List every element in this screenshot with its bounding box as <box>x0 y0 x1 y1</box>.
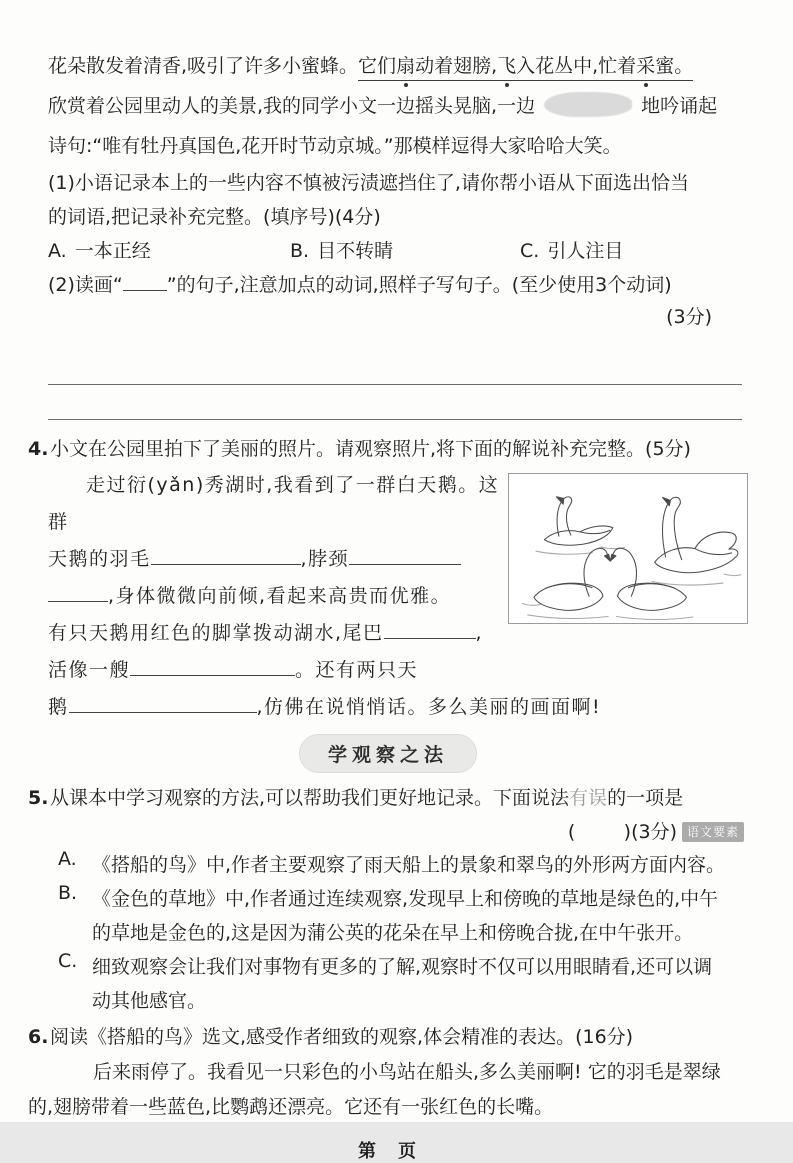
inline-blank <box>384 619 476 639</box>
fill-line <box>48 615 506 652</box>
subquestion-2 <box>48 268 748 302</box>
option-b <box>58 882 748 950</box>
question-stem: 阅读《搭船的鸟》选文,感受作者细致的观察,体会精准的表达。(16分) <box>50 1026 634 1048</box>
inline-blank <box>48 582 108 602</box>
passage-text: 蜜。 <box>655 55 694 77</box>
option-a <box>58 848 748 882</box>
emphasis-dot-char: 采 <box>636 55 656 77</box>
fill-line: 走过衍(yǎn)秀湖时,我看到了一群白天鹅。这群 <box>48 474 500 533</box>
excerpt-line: 后来雨停了。我看见一只彩色的小鸟站在船头,多么美丽啊! 它的羽毛是翠绿 <box>93 1061 721 1083</box>
option-a <box>48 234 290 268</box>
question-6 <box>28 1020 748 1125</box>
subquestion-1 <box>48 166 748 268</box>
option-line: 《搭船的鸟》中,作者主要观察了雨天船上的景象和翠鸟的外形两方面内容。 <box>92 854 726 876</box>
question-number: 6. <box>28 1026 49 1048</box>
choice-options-row <box>48 234 748 268</box>
fill-text: , <box>475 622 484 644</box>
passage-line <box>48 46 748 86</box>
option-label: A. <box>48 240 67 262</box>
subquestion-1-line: (1)小语记录本上的一些内容不慎被污渍遮挡住了,请你帮小语从下面选出恰当 <box>48 172 689 194</box>
passage-text: 它们 <box>358 55 397 77</box>
fill-text: ,身体微微向前倾,看起来高贵而优雅。 <box>108 585 452 607</box>
reading-excerpt <box>28 1055 748 1125</box>
ink-smudge-blot <box>544 92 632 117</box>
answer-line <box>48 385 742 420</box>
fill-text: 有只天鹅用红色的脚掌拨动湖水,尾巴 <box>48 622 384 644</box>
passage-text: 入花丛中,忙着 <box>516 55 637 77</box>
three-swans-illustration <box>513 478 743 619</box>
subquestion-2-text: ”的句子,注意加点的动词,照样子写句子。(至少使用3个动词) <box>166 274 672 296</box>
fill-text: 天鹅的羽毛 <box>48 548 151 570</box>
option-label: A. <box>58 848 77 870</box>
inline-blank <box>123 271 167 291</box>
passage-text: 欣赏着公园里动人的美景,我的同学小文一边摇头晃脑,一边 <box>48 95 536 117</box>
fill-text: 鹅 <box>48 696 69 718</box>
inline-blank <box>151 545 301 565</box>
passage-line <box>48 86 748 126</box>
fill-text: 。还有两只天 <box>295 659 419 681</box>
option-label: C. <box>520 240 540 262</box>
option-c <box>58 950 748 1018</box>
subquestion-2-text: (2)读画“ <box>48 274 123 296</box>
fill-line <box>48 689 748 726</box>
highlighted-word: 有误 <box>569 787 608 809</box>
question-stem <box>50 781 748 816</box>
underlined-sentence <box>358 55 693 81</box>
inline-blank <box>69 693 257 713</box>
emphasis-dot-char: 飞 <box>497 55 517 77</box>
answer-slot: ( )(3分) <box>567 821 677 843</box>
option-label: C. <box>58 950 78 972</box>
option-label: B. <box>290 240 310 262</box>
option-b <box>290 234 520 268</box>
option-label: B. <box>58 882 78 904</box>
swan-photo-frame <box>508 473 748 624</box>
fill-text: 活像一艘 <box>48 659 131 681</box>
inline-blank <box>130 656 295 676</box>
fill-line <box>48 578 506 615</box>
answer-slot-row <box>28 816 748 848</box>
question-stem: 小文在公园里拍下了美丽的照片。请观察照片,将下面的解说补充完整。(5分) <box>50 438 691 460</box>
subquestion-1-line: 的词语,把记录补充完整。(填序号)(4分) <box>48 206 381 228</box>
question-number: 4. <box>28 438 49 460</box>
section-title-pill: 学观察之法 <box>299 734 477 773</box>
passage-line: 诗句:“唯有牡丹真国色,花开时节动京城。”那模样逗得大家哈哈大笑。 <box>48 135 622 157</box>
passage-text: 动着翅膀, <box>415 55 498 77</box>
option-text <box>92 848 748 882</box>
option-text <box>92 950 748 1018</box>
emphasis-dot-char: 扇 <box>396 55 416 77</box>
question-number: 5. <box>28 787 49 809</box>
option-line: 《金色的草地》中,作者通过连续观察,发现早上和傍晚的草地是绿色的,中午 <box>92 888 719 910</box>
score-label: (3分) <box>666 306 712 328</box>
question-4 <box>28 432 748 726</box>
option-text <box>92 882 748 950</box>
option-c <box>520 234 623 268</box>
excerpt-line: 的,翅膀带着一些蓝色,比鹦鹉还漂亮。它还有一张红色的长嘴。 <box>28 1096 554 1118</box>
fill-line <box>48 541 506 578</box>
question-5-stem-row <box>28 781 748 816</box>
fill-line <box>48 652 506 689</box>
inline-blank <box>349 545 461 565</box>
page-number-label: 第 页 <box>358 1141 418 1162</box>
subquestion-2-line <box>48 268 748 302</box>
fill-text: ,脖颈 <box>300 548 350 570</box>
question-6-stem-row <box>28 1020 748 1055</box>
reading-passage <box>48 46 748 166</box>
stem-text: 的一项是 <box>607 787 684 809</box>
option-text: 引人注目 <box>547 240 624 262</box>
answer-line <box>48 350 742 385</box>
passage-text: 花朵散发着清香,吸引了许多小蜜蜂。 <box>48 55 359 77</box>
question-4-stem-row <box>28 432 748 467</box>
fill-in-passage <box>48 467 506 689</box>
option-line: 细致观察会让我们对事物有更多的了解,观察时不仅可以用眼睛看,还可以调 <box>92 956 713 978</box>
option-text: 目不转睛 <box>317 240 394 262</box>
option-line: 的草地是金色的,这是因为蒲公英的花朵在早上和傍晚合拢,在中午张开。 <box>92 922 694 944</box>
question-4-body <box>48 467 748 689</box>
passage-text: 地吟诵起 <box>641 95 718 117</box>
stem-text: 从课本中学习观察的方法,可以帮助我们更好地记录。下面说法 <box>50 787 570 809</box>
curriculum-element-badge: 语文要素 <box>682 822 744 842</box>
fill-text: ,仿佛在说悄悄话。多么美丽的画面啊! <box>256 696 602 718</box>
page-footer <box>28 1137 748 1163</box>
question-5-options <box>58 848 748 1018</box>
section-header-row <box>28 734 748 773</box>
question-5 <box>28 781 748 1018</box>
option-line: 动其他感官。 <box>92 990 207 1012</box>
option-text: 一本正经 <box>74 240 151 262</box>
